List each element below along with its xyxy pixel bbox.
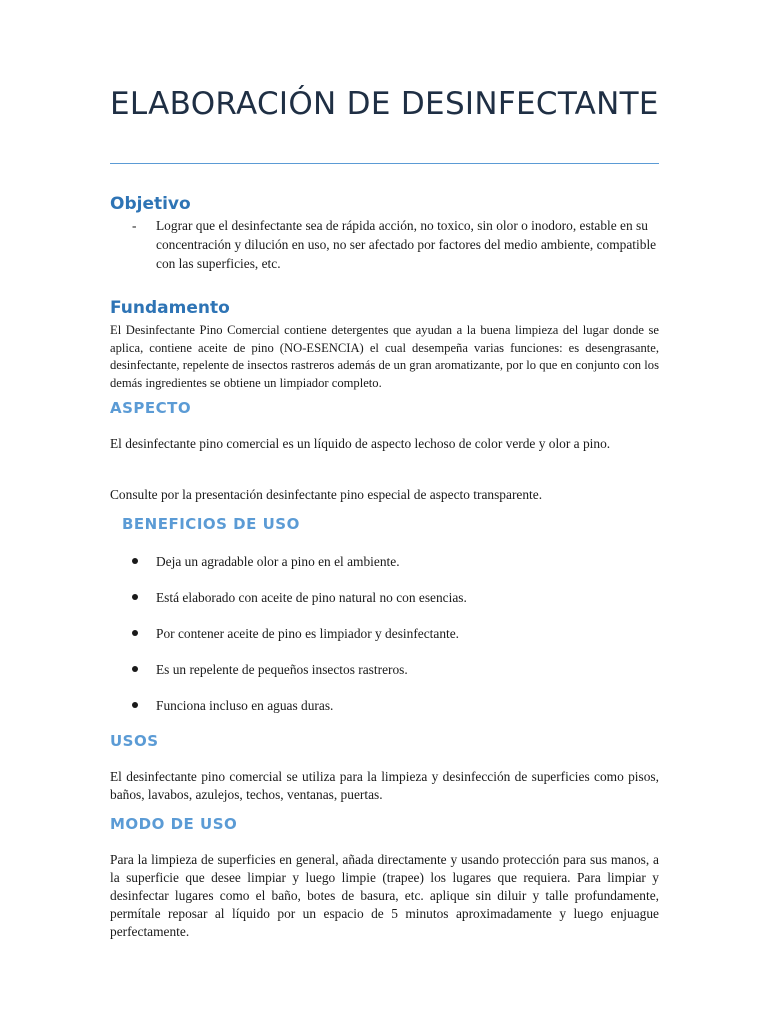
title-underline [110,163,659,164]
bullet-dot-icon [132,594,138,600]
fundamento-text: El Desinfectante Pino Comercial contiene detergentes que ayudan a la buena limpieza del lugar donde se aplica, contiene aceite de pino (NO-ESENCIA) el cual desempeña varias funciones: es desengrasante, desinfectante, repelente de insectos rastreros además de un gran aromatizante, por lo que en conjunto con los demás ingredientes se obtiene un limpiador completo. [110,323,659,390]
list-item [110,660,659,696]
objetivo-item [132,216,660,273]
document-title: ELABORACIÓN DE DESINFECTANTE [110,86,659,122]
beneficios-list [110,552,659,732]
list-item-text: Deja un agradable olor a pino en el ambiente. [156,554,400,569]
heading-beneficios: BENEFICIOS DE USO [122,515,300,533]
heading-fundamento: Fundamento [110,298,230,318]
bullet-dot-icon [132,630,138,636]
list-item [110,624,659,660]
heading-modo-de-uso: MODO DE USO [110,815,238,833]
dash-marker: - [132,218,137,233]
list-item-text: Está elaborado con aceite de pino natural no con esencias. [156,590,467,605]
usos-text: El desinfectante pino comercial se utiliza para la limpieza y desinfección de superficies como pisos, baños, lavabos, azulejos, techos, ventanas, puertas. [110,769,659,802]
list-item [110,588,659,624]
aspecto-paragraph-1: El desinfectante pino comercial es un líquido de aspecto lechoso de color verde y olor a pino. [110,436,611,451]
heading-usos: USOS [110,732,159,750]
bullet-dot-icon [132,558,138,564]
list-item-text: Funciona incluso en aguas duras. [156,698,334,713]
bullet-dot-icon [132,666,138,672]
heading-aspecto: ASPECTO [110,399,192,417]
bullet-dot-icon [132,702,138,708]
list-item [110,552,659,588]
aspecto-paragraph-2: Consulte por la presentación desinfectante pino especial de aspecto transparente. [110,487,543,502]
heading-objetivo: Objetivo [110,194,191,214]
list-item-text: Por contener aceite de pino es limpiador y desinfectante. [156,626,460,641]
list-item [110,696,659,732]
modo-de-uso-text: Para la limpieza de superficies en general, añada directamente y usando protección para sus manos, a la superficie que desee limpiar y luego limpie (trapee) los lugares que requiera. Para limpiar y desinfectar lugares como el baño, botes de basura, etc. aplique sin diluir y talle profundamente, permítale reposar al líquido por un espacio de 5 minutos aproximadamente y luego enjuague perfectamente. [110,852,659,939]
list-item-text: Es un repelente de pequeños insectos rastreros. [156,662,408,677]
objetivo-text: Lograr que el desinfectante sea de rápida acción, no toxico, sin olor o inodoro, estable en su concentración y dilución en uso, no ser afectado por factores del medio ambiente, compatible con las superficies, etc. [156,218,657,271]
